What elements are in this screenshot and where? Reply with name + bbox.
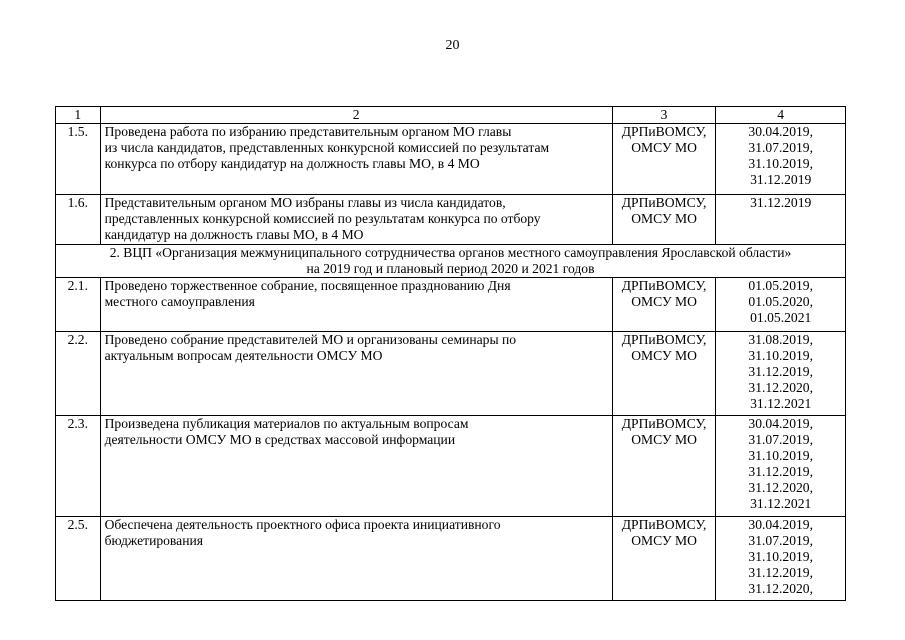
page-number: 20 — [445, 38, 460, 53]
item-description — [100, 517, 612, 601]
executor-line: ОМСУ МО — [631, 294, 697, 309]
item-number: 2.3. — [56, 416, 101, 517]
item-number: 2.1. — [56, 278, 101, 332]
date-line: 31.07.2019, — [748, 533, 813, 548]
date-line: 31.10.2019, — [748, 156, 813, 171]
item-number: 2.5. — [56, 517, 101, 601]
date-line: 31.12.2020, — [748, 480, 813, 495]
column-header-1: 1 — [56, 107, 101, 124]
section-heading-line: на 2019 год и плановый период 2020 и 2021 годов — [306, 261, 595, 276]
item-executor — [612, 124, 716, 195]
item-number: 1.5. — [56, 124, 101, 195]
date-line: 01.05.2019, — [748, 278, 813, 293]
description-line: местного самоуправления — [104, 294, 255, 309]
description-line: из числа кандидатов, представленных конкурсной комиссией по результатам — [104, 140, 550, 155]
date-line: 31.10.2019, — [748, 549, 813, 564]
item-number: 1.6. — [56, 195, 101, 245]
date-line: 31.12.2021 — [750, 396, 812, 411]
item-executor — [612, 332, 716, 416]
item-dates — [716, 332, 846, 416]
description-line: актуальным вопросам деятельности ОМСУ МО — [104, 348, 383, 363]
date-line: 31.08.2019, — [748, 332, 813, 347]
table-row — [56, 517, 846, 601]
column-header-2: 2 — [100, 107, 612, 124]
executor-line: ДРПиВОМСУ, — [621, 195, 707, 210]
item-dates — [716, 517, 846, 601]
table-row — [56, 332, 846, 416]
section-heading-line: 2. ВЦП «Организация межмуниципального сотрудничества органов местного самоуправления Ярославской области» — [109, 245, 792, 260]
item-executor — [612, 517, 716, 601]
date-line: 31.07.2019, — [748, 140, 813, 155]
date-line: 31.10.2019, — [748, 448, 813, 463]
table-row — [56, 278, 846, 332]
executor-line: ОМСУ МО — [631, 140, 697, 155]
date-line: 31.07.2019, — [748, 432, 813, 447]
description-line: Произведена публикация материалов по актуальным вопросам — [104, 416, 469, 431]
description-line: кандидатур на должность главы МО, в 4 МО — [104, 227, 364, 242]
item-dates — [716, 416, 846, 517]
item-dates — [716, 278, 846, 332]
executor-line: ДРПиВОМСУ, — [621, 278, 707, 293]
column-header-4: 4 — [716, 107, 846, 124]
item-executor — [612, 278, 716, 332]
item-number: 2.2. — [56, 332, 101, 416]
description-line: конкурса по отбору кандидатур на должность главы МО, в 4 МО — [104, 156, 480, 171]
date-line: 31.12.2019, — [748, 464, 813, 479]
description-line: Проведена работа по избранию представительным органом МО главы — [104, 124, 512, 139]
section-heading — [56, 245, 846, 278]
date-line: 01.05.2020, — [748, 294, 813, 309]
item-executor — [612, 195, 716, 245]
date-line: 31.12.2021 — [750, 496, 812, 511]
date-line: 30.04.2019, — [748, 416, 813, 431]
item-description — [100, 416, 612, 517]
item-description — [100, 195, 612, 245]
description-line: деятельности ОМСУ МО в средствах массовой информации — [104, 432, 456, 447]
table-row — [56, 124, 846, 195]
table-row — [56, 416, 846, 517]
date-line: 31.12.2019, — [748, 364, 813, 379]
date-line: 30.04.2019, — [748, 517, 813, 532]
table-header-row — [56, 107, 846, 124]
item-executor — [612, 416, 716, 517]
executor-line: ДРПиВОМСУ, — [621, 416, 707, 431]
item-description — [100, 332, 612, 416]
description-line: бюджетирования — [104, 533, 204, 548]
section-row — [56, 245, 846, 278]
executor-line: ОМСУ МО — [631, 211, 697, 226]
date-line: 30.04.2019, — [748, 124, 813, 139]
description-line: Представительным органом МО избраны главы из числа кандидатов, — [104, 195, 506, 210]
item-description — [100, 124, 612, 195]
table-row — [56, 195, 846, 245]
description-line: Проведено торжественное собрание, посвященное празднованию Дня — [104, 278, 511, 293]
column-header-3: 3 — [612, 107, 716, 124]
date-line: 31.12.2020, — [748, 581, 813, 596]
date-line: 31.12.2019, — [748, 565, 813, 580]
date-line: 31.10.2019, — [748, 348, 813, 363]
description-line: Обеспечена деятельность проектного офиса проекта инициативного — [104, 517, 501, 532]
item-dates — [716, 195, 846, 245]
report-table — [55, 106, 846, 601]
executor-line: ДРПиВОМСУ, — [621, 332, 707, 347]
executor-line: ОМСУ МО — [631, 533, 697, 548]
executor-line: ОМСУ МО — [631, 348, 697, 363]
date-line: 31.12.2019 — [750, 195, 812, 210]
description-line: представленных конкурсной комиссией по результатам конкурса по отбору — [104, 211, 541, 226]
executor-line: ДРПиВОМСУ, — [621, 124, 707, 139]
date-line: 01.05.2021 — [750, 310, 812, 325]
item-description — [100, 278, 612, 332]
date-line: 31.12.2019 — [750, 172, 812, 187]
date-line: 31.12.2020, — [748, 380, 813, 395]
executor-line: ОМСУ МО — [631, 432, 697, 447]
description-line: Проведено собрание представителей МО и организованы семинары по — [104, 332, 517, 347]
item-dates — [716, 124, 846, 195]
executor-line: ДРПиВОМСУ, — [621, 517, 707, 532]
